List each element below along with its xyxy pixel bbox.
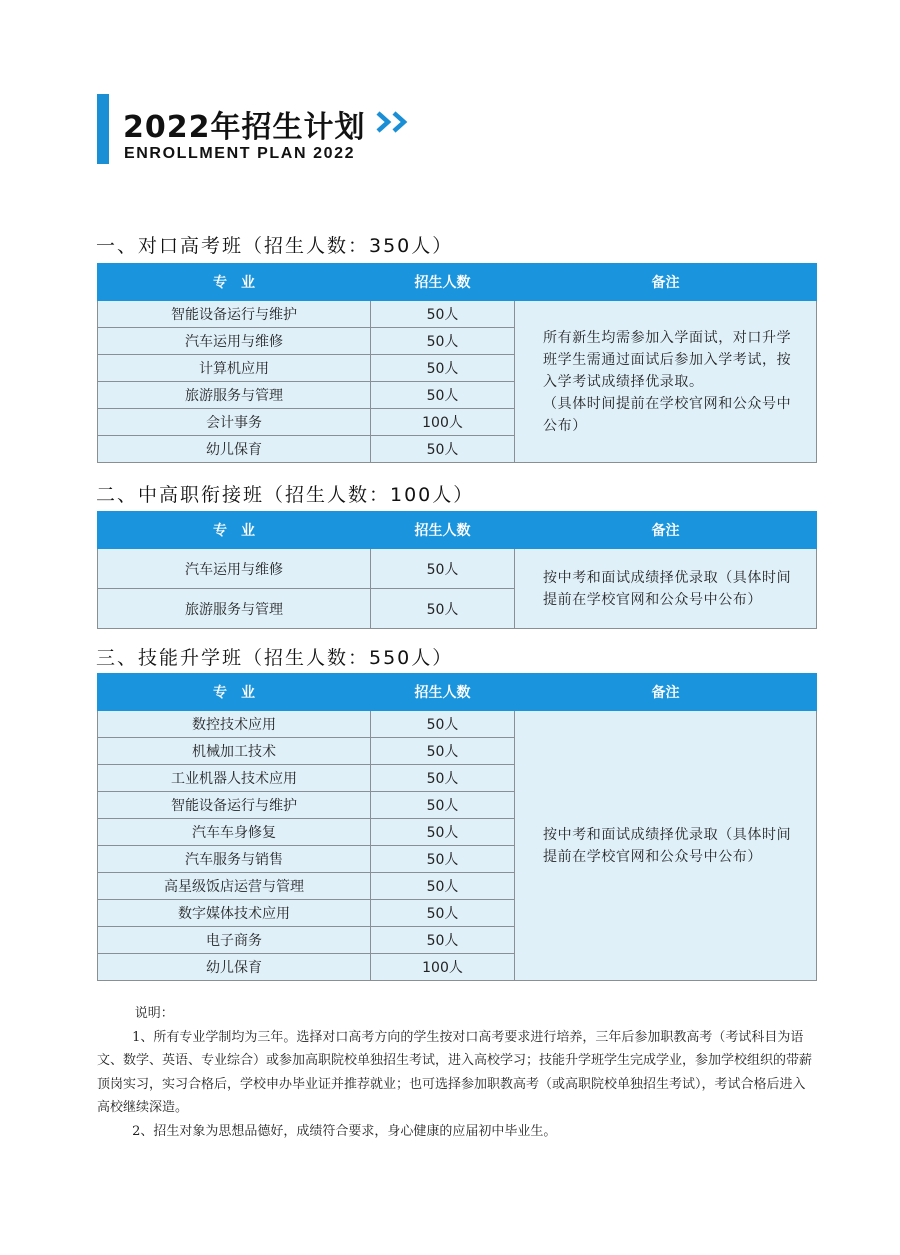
- count-cell: 50人: [371, 355, 515, 382]
- count-column-header: 招生人数: [371, 264, 515, 301]
- note-column-header: 备注: [515, 512, 817, 549]
- major-cell: 汽车运用与维修: [98, 328, 371, 355]
- count-cell: 100人: [371, 409, 515, 436]
- major-column-header: 专 业: [98, 264, 371, 301]
- count-cell: 50人: [371, 846, 515, 873]
- major-cell: 幼儿保育: [98, 436, 371, 463]
- note-cell: [515, 549, 817, 629]
- count-cell: 50人: [371, 819, 515, 846]
- section-heading-2: 二、中高职衔接班（招生人数：100人）: [96, 484, 475, 506]
- explanation-item: 1、所有专业学制均为三年。选择对口高考方向的学生按对口高考要求进行培养，三年后参加职教高考（考试科目为语文、数学、英语、专业综合）或参加高职院校单独招生考试，进入高校学习；技能升学班学生完成学业，参加学校组织的带薪顶岗实习，实习合格后，学校申办毕业证并推荐就业；也可选择参加职教高考（或高职院校单独招生考试），考试合格后进入高校继续深造。: [97, 1029, 813, 1115]
- page-title: 2022年招生计划: [123, 110, 366, 145]
- section-heading-3: 三、技能升学班（招生人数：550人）: [96, 647, 454, 669]
- count-column-header: 招生人数: [371, 674, 515, 711]
- major-cell: 电子商务: [98, 927, 371, 954]
- note-cell: [515, 301, 817, 463]
- explanation-title: 说明：: [134, 1006, 174, 1021]
- major-cell: 数字媒体技术应用: [98, 900, 371, 927]
- major-cell: 汽车车身修复: [98, 819, 371, 846]
- note-text: 所有新生均需参加入学面试，对口升学班学生需通过面试后参加入学考试，按入学考试成绩择优录取。: [543, 329, 792, 390]
- count-cell: 50人: [371, 436, 515, 463]
- count-cell: 50人: [371, 301, 515, 328]
- table-header-row: [98, 264, 817, 301]
- count-cell: 50人: [371, 738, 515, 765]
- count-cell: 50人: [371, 900, 515, 927]
- table-header-row: [98, 512, 817, 549]
- page-subtitle: ENROLLMENT PLAN 2022: [124, 145, 356, 162]
- major-column-header: 专 业: [98, 674, 371, 711]
- count-column-header: 招生人数: [371, 512, 515, 549]
- count-cell: 50人: [371, 382, 515, 409]
- major-cell: 计算机应用: [98, 355, 371, 382]
- note-column-header: 备注: [515, 674, 817, 711]
- note-text: 按中考和面试成绩择优录取（具体时间提前在学校官网和公众号中公布）: [543, 826, 792, 865]
- count-cell: 50人: [371, 549, 515, 589]
- section-heading-1: 一、对口高考班（招生人数：350人）: [96, 235, 454, 257]
- note-cell: [515, 711, 817, 981]
- major-cell: 汽车服务与销售: [98, 846, 371, 873]
- enrollment-table-1: [97, 263, 817, 463]
- note-column-header: 备注: [515, 264, 817, 301]
- count-cell: 50人: [371, 927, 515, 954]
- note-text: 按中考和面试成绩择优录取（具体时间提前在学校官网和公众号中公布）: [543, 569, 792, 608]
- count-cell: 100人: [371, 954, 515, 981]
- count-cell: 50人: [371, 765, 515, 792]
- major-cell: 旅游服务与管理: [98, 589, 371, 629]
- major-column-header: 专 业: [98, 512, 371, 549]
- major-cell: 智能设备运行与维护: [98, 301, 371, 328]
- major-cell: 工业机器人技术应用: [98, 765, 371, 792]
- major-cell: 高星级饭店运营与管理: [98, 873, 371, 900]
- note-text: （具体时间提前在学校官网和公众号中公布）: [543, 395, 792, 434]
- table-row: [98, 301, 817, 328]
- explanation-item: 2、招生对象为思想品德好，成绩符合要求，身心健康的应届初中毕业生。: [132, 1123, 557, 1139]
- double-chevron-right-icon: [375, 110, 415, 134]
- table-row: [98, 711, 817, 738]
- major-cell: 机械加工技术: [98, 738, 371, 765]
- major-cell: 会计事务: [98, 409, 371, 436]
- major-cell: 数控技术应用: [98, 711, 371, 738]
- major-cell: 智能设备运行与维护: [98, 792, 371, 819]
- title-accent-bar: [97, 94, 109, 164]
- count-cell: 50人: [371, 711, 515, 738]
- major-cell: 旅游服务与管理: [98, 382, 371, 409]
- count-cell: 50人: [371, 873, 515, 900]
- count-cell: 50人: [371, 792, 515, 819]
- count-cell: 50人: [371, 328, 515, 355]
- major-cell: 幼儿保育: [98, 954, 371, 981]
- count-cell: 50人: [371, 589, 515, 629]
- explanation-block: [97, 1002, 817, 1143]
- enrollment-table-2: [97, 511, 817, 629]
- major-cell: 汽车运用与维修: [98, 549, 371, 589]
- enrollment-table-3: [97, 673, 817, 981]
- table-row: [98, 549, 817, 589]
- table-header-row: [98, 674, 817, 711]
